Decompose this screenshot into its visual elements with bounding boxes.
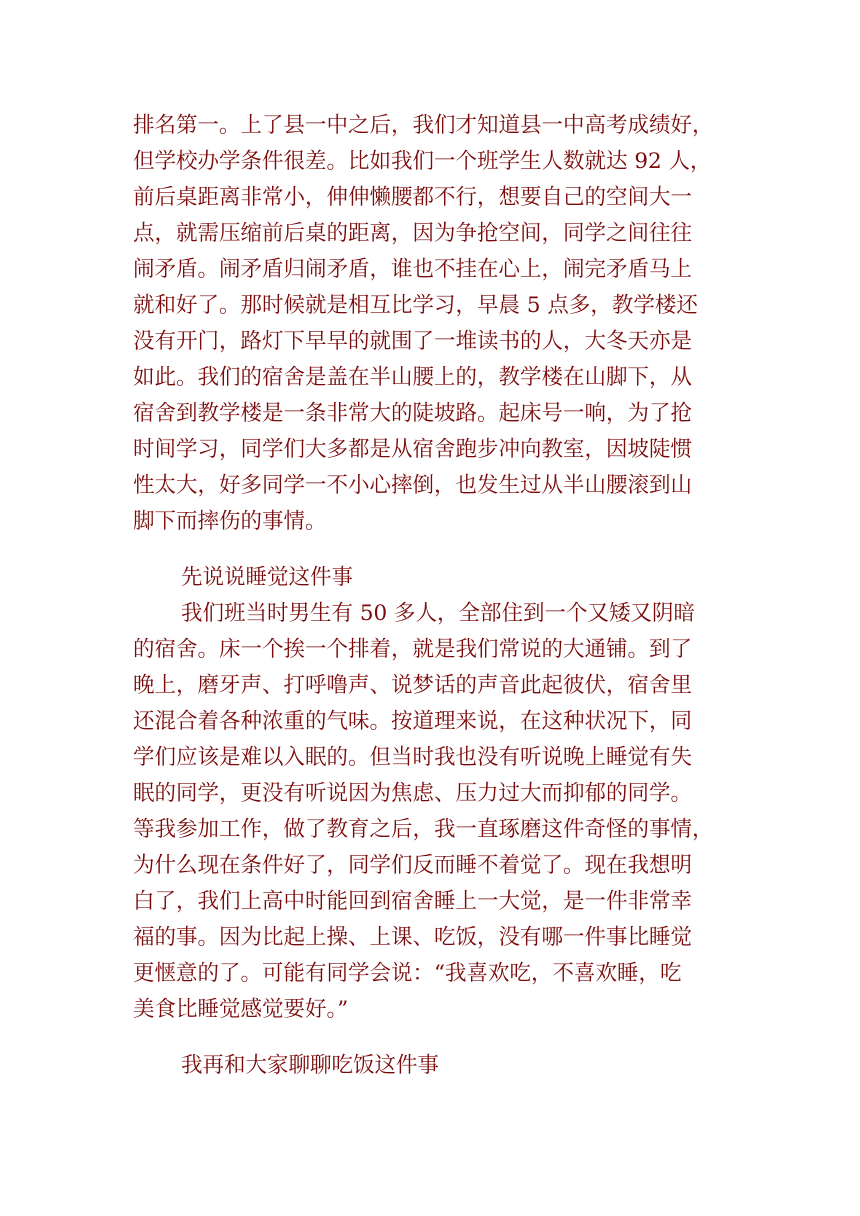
text-line: 但学校办学条件很差。比如我们一个班学生人数就达 92 人， xyxy=(133,149,712,174)
text-line: 还混合着各种浓重的气味。按道理来说，在这种状况下，同 xyxy=(133,709,693,734)
text-line: 没有开门，路灯下早早的就围了一堆读书的人，大冬天亦是 xyxy=(133,329,693,354)
text-line: 宿舍到教学楼是一条非常大的陡坡路。起床号一响，为了抢 xyxy=(133,401,693,426)
text-line: 脚下而摔伤的事情。 xyxy=(133,509,327,534)
text-line: 排名第一。上了县一中之后，我们才知道县一中高考成绩好， xyxy=(133,113,714,138)
section-heading-sleep: 先说说睡觉这件事 xyxy=(181,565,354,590)
text-line: 就和好了。那时候就是相互比学习，早晨 5 点多，教学楼还 xyxy=(133,293,698,318)
text-line: 如此。我们的宿舍是盖在半山腰上的，教学楼在山脚下，从 xyxy=(133,365,693,390)
text-line: 更惬意的了。可能有同学会说：“我喜欢吃，不喜欢睡，吃 xyxy=(133,961,682,986)
text-line: 眠的同学，更没有听说因为焦虑、压力过大而抑郁的同学。 xyxy=(133,781,693,806)
text-line: 时间学习，同学们大多都是从宿舍跑步冲向教室，因坡陡惯 xyxy=(133,437,693,462)
text-line: 白了，我们上高中时能回到宿舍睡上一大觉，是一件非常幸 xyxy=(133,889,693,914)
text-line: 美食比睡觉感觉要好。” xyxy=(133,997,349,1022)
section-heading-eating: 我再和大家聊聊吃饭这件事 xyxy=(181,1053,440,1078)
text-line: 性太大，好多同学一不小心摔倒，也发生过从半山腰滚到山 xyxy=(133,473,693,498)
text-line: 我们班当时男生有 50 多人，全部住到一个又矮又阴暗 xyxy=(181,601,696,626)
text-line: 晚上，磨牙声、打呼噜声、说梦话的声音此起彼伏，宿舍里 xyxy=(133,673,693,698)
text-line: 前后桌距离非常小，伸伸懒腰都不行，想要自己的空间大一 xyxy=(133,185,693,210)
document-page xyxy=(133,0,733,1216)
text-line: 等我参加工作，做了教育之后，我一直琢磨这件奇怪的事情， xyxy=(133,817,714,842)
text-line: 闹矛盾。闹矛盾归闹矛盾，谁也不挂在心上，闹完矛盾马上 xyxy=(133,257,693,282)
text-line: 福的事。因为比起上操、上课、吃饭，没有哪一件事比睡觉 xyxy=(133,925,693,950)
text-line: 为什么现在条件好了，同学们反而睡不着觉了。现在我想明 xyxy=(133,853,693,878)
text-line: 学们应该是难以入眠的。但当时我也没有听说晚上睡觉有失 xyxy=(133,745,693,770)
text-line: 点，就需压缩前后桌的距离，因为争抢空间，同学之间往往 xyxy=(133,221,693,246)
text-line: 的宿舍。床一个挨一个排着，就是我们常说的大通铺。到了 xyxy=(133,637,693,662)
